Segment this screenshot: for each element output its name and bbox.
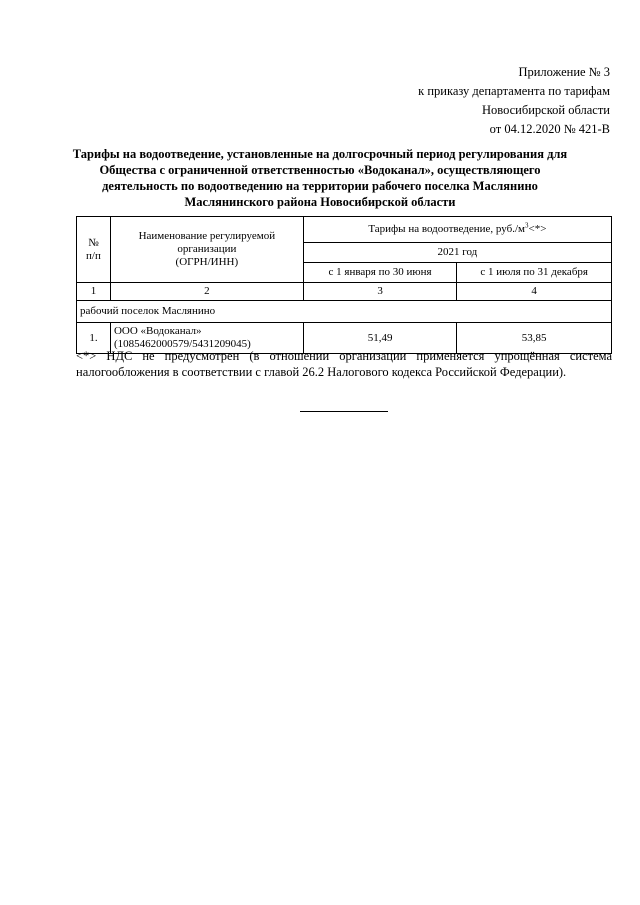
document-title bbox=[72, 146, 568, 210]
header-period-1: с 1 января по 30 июня bbox=[303, 263, 457, 283]
column-index: 2 bbox=[110, 283, 303, 301]
section-row: рабочий поселок Маслянино bbox=[77, 301, 612, 323]
column-index-row bbox=[77, 283, 612, 301]
appendix-number: Приложение № 3 bbox=[518, 65, 610, 79]
header-tariff: Тарифы на водоотведение, $руб./м^3<*>$ bbox=[303, 217, 611, 243]
header-number: № п/п bbox=[77, 217, 111, 283]
appendix-header bbox=[418, 63, 610, 139]
row-number: 1. bbox=[77, 323, 111, 354]
divider-line bbox=[300, 411, 388, 412]
footnote: <*> НДС не предусмотрен (в отношении организации применяется упрощённая система налогообложения в соответствии с главой 26.2 Налогового кодекса Российской Федерации). bbox=[76, 349, 612, 379]
appendix-date: от 04.12.2020 № 421-В bbox=[489, 122, 610, 136]
row-tariff-1: 51,49 bbox=[303, 323, 457, 354]
header-period-2: с 1 июля по 31 декабря bbox=[457, 263, 612, 283]
header-organization: Наименование регулируемой организации (ОГРН/ИНН) bbox=[110, 217, 303, 283]
row-tariff-2: 53,85 bbox=[457, 323, 612, 354]
tariff-table bbox=[76, 216, 612, 354]
title-line: Общества с ограниченной ответственностью «Водоканал», осуществляющего bbox=[99, 163, 541, 177]
appendix-region: Новосибирской области bbox=[481, 103, 610, 117]
column-index: 4 bbox=[457, 283, 612, 301]
column-index: 1 bbox=[77, 283, 111, 301]
title-line: Тарифы на водоотведение, установленные на долгосрочный период регулирования для bbox=[72, 147, 568, 161]
column-index: 3 bbox=[303, 283, 457, 301]
title-line: Маслянинского района Новосибирской области bbox=[184, 195, 456, 209]
row-organization: ООО «Водоканал» (1085462000579/5431209045) bbox=[110, 323, 303, 354]
title-line: деятельность по водоотведению на территории рабочего поселка Маслянино bbox=[102, 179, 538, 193]
appendix-order-ref: к приказу департамента по тарифам bbox=[418, 84, 610, 98]
header-year: 2021 год bbox=[303, 243, 611, 263]
